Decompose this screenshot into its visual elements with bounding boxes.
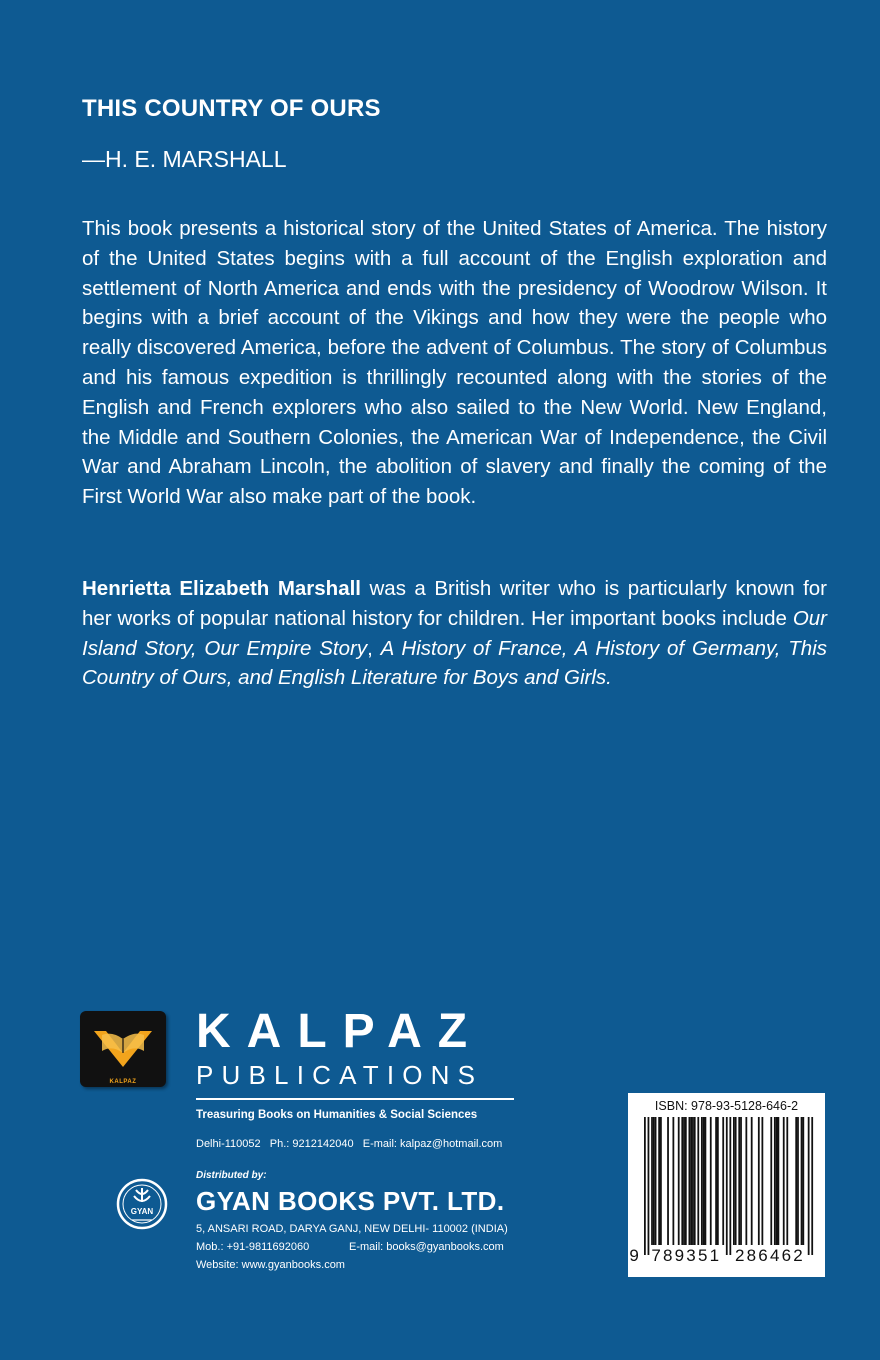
barcode-bar xyxy=(715,1117,717,1245)
author-bio-sep: , xyxy=(367,636,381,660)
barcode-bar xyxy=(738,1117,740,1245)
barcode-bar xyxy=(690,1117,692,1245)
barcode-bar xyxy=(689,1117,691,1245)
barcode-bar xyxy=(705,1117,707,1245)
distributor-name: GYAN BOOKS PVT. LTD. xyxy=(196,1186,505,1216)
distributor-website: Website: www.gyanbooks.com xyxy=(196,1259,345,1271)
publisher-divider xyxy=(196,1098,514,1100)
barcode-digits: 9 xyxy=(629,1246,641,1265)
isbn-text: ISBN: 978-93-5128-646-2 xyxy=(654,1099,799,1113)
barcode-bar xyxy=(797,1117,799,1245)
barcode-bar xyxy=(801,1117,803,1245)
kalpaz-book-icon xyxy=(80,1011,166,1087)
barcode-bar xyxy=(678,1117,680,1245)
barcode-bar xyxy=(644,1117,646,1255)
barcode-bar xyxy=(770,1117,772,1245)
barcode-bar xyxy=(751,1117,753,1245)
barcode-bar xyxy=(655,1117,657,1245)
barcode-bar xyxy=(776,1117,778,1245)
publisher-subtitle: PUBLICATIONS xyxy=(196,1060,484,1090)
barcode-bar xyxy=(672,1117,674,1245)
barcode-bar xyxy=(758,1117,760,1245)
distributor-phone-email: Mob.: +91-9811692060 E-mail: books@gyanbooks.com xyxy=(196,1241,504,1253)
barcode-panel xyxy=(628,1093,825,1277)
kalpaz-logo-label: KALPAZ xyxy=(109,1079,137,1085)
book-author: —H. E. MARSHALL xyxy=(82,146,287,172)
kalpaz-logo xyxy=(80,1011,166,1087)
distributor-label: Distributed by: xyxy=(196,1170,267,1181)
barcode-bar xyxy=(786,1117,788,1245)
barcode-bar xyxy=(710,1117,712,1245)
barcode-bar xyxy=(703,1117,705,1245)
author-bio-books-more: A History of France, A History of Germany, This Country of Ours, and English Literature for Boys and Girls. xyxy=(82,636,827,690)
barcode-bar xyxy=(795,1117,797,1245)
barcode-bar xyxy=(726,1117,728,1255)
barcode-bar xyxy=(660,1117,662,1245)
barcode-bar xyxy=(648,1117,650,1255)
publisher-contact: Delhi-110052 Ph.: 9212142040 E-mail: kalpaz@hotmail.com xyxy=(196,1138,503,1150)
barcode-bar xyxy=(658,1117,660,1245)
barcode-bar xyxy=(683,1117,685,1245)
barcode-bar xyxy=(735,1117,737,1245)
barcode-bar xyxy=(651,1117,653,1245)
barcode-bar xyxy=(802,1117,804,1245)
book-description: This book presents a historical story of the United States of America. The history of the United States begins with a full account of the English exploration and settlement of North America and ends with the presidency of Woodrow Wilson. It begins with a brief account of the Vikings and how they were the people who really discovered America, before the advent of Columbus. The story of Columbus and his famous expedition is thrillingly recounted along with the stories of the English and French explorers who also sailed to the New World. New England, the Middle and Southern Colonies, the American War of Independence, the Civil War and Abraham Lincoln, the abolition of slavery and finally the coming of the First World War also make part of the book. xyxy=(82,217,827,509)
gyan-logo xyxy=(114,1176,170,1237)
barcode-bar xyxy=(811,1117,813,1255)
barcode-bar xyxy=(783,1117,785,1245)
barcode-bar xyxy=(681,1117,683,1245)
barcode-bar xyxy=(733,1117,735,1245)
distributor-address: 5, ANSARI ROAD, DARYA GANJ, NEW DELHI- 110002 (INDIA) xyxy=(196,1223,508,1235)
barcode-bar xyxy=(745,1117,747,1245)
gyan-logo-label: GYAN xyxy=(130,1207,154,1216)
barcode-bar xyxy=(761,1117,763,1245)
barcode-digits: 286462 xyxy=(735,1246,805,1265)
author-bio-books: Our Island Story, Our Empire Story xyxy=(82,606,827,660)
publisher-name: KALPAZ xyxy=(196,1005,484,1058)
author-bio-name: Henrietta Elizabeth Marshall xyxy=(82,577,361,600)
barcode-bar xyxy=(685,1117,687,1245)
barcode-bar xyxy=(697,1117,699,1245)
barcode-bar xyxy=(692,1117,694,1245)
publisher-tagline: Treasuring Books on Humanities & Social Sciences xyxy=(196,1109,478,1121)
barcode xyxy=(628,1093,825,1277)
barcode-bar xyxy=(740,1117,742,1245)
barcode-bar xyxy=(808,1117,810,1255)
barcode-bar xyxy=(701,1117,703,1245)
author-bio xyxy=(82,574,827,693)
barcode-bar xyxy=(729,1117,731,1255)
barcode-bar xyxy=(653,1117,655,1245)
barcode-bar xyxy=(694,1117,696,1245)
barcode-bar xyxy=(667,1117,669,1245)
barcode-bar xyxy=(774,1117,776,1245)
author-bio-text: was a British writer who is particularly known for her works of popular national history for children. Her important books include xyxy=(82,577,827,630)
barcode-bar xyxy=(717,1117,719,1245)
book-title: THIS COUNTRY OF OURS xyxy=(82,95,381,122)
barcode-bar xyxy=(722,1117,724,1245)
barcode-digits: 789351 xyxy=(651,1246,722,1265)
gyan-emblem-icon xyxy=(114,1176,170,1232)
barcode-bar xyxy=(778,1117,780,1245)
